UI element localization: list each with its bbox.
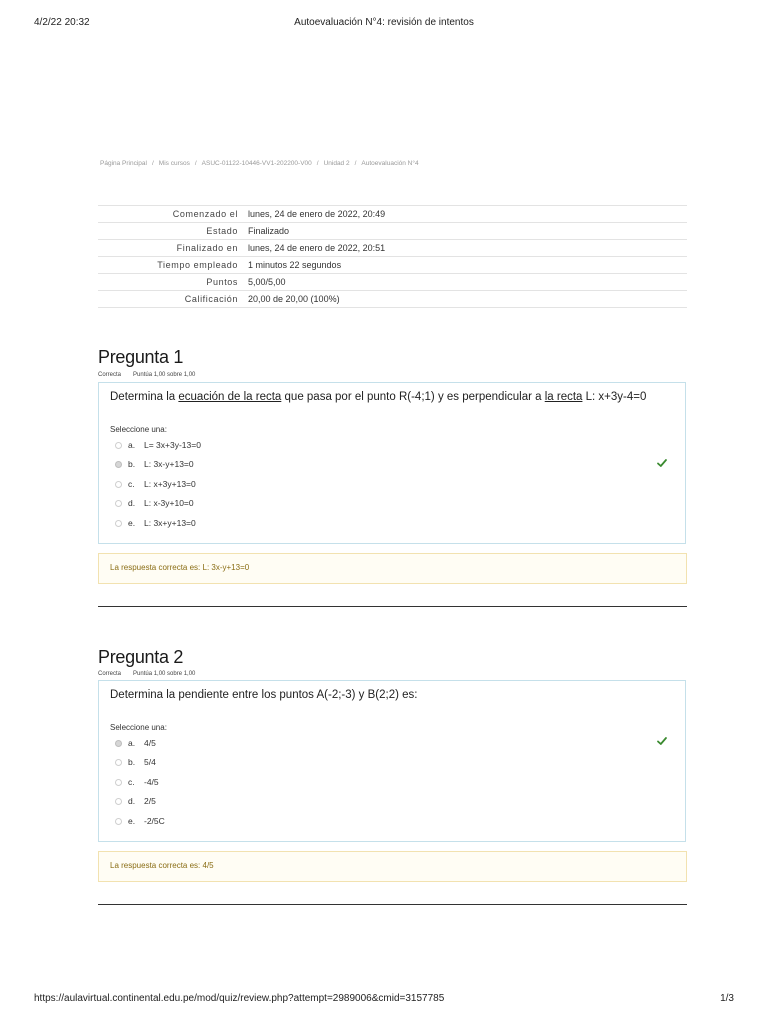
question-divider [98,606,687,607]
breadcrumb [100,160,419,167]
question-1-points: Puntúa 1,00 sobre 1,00 [133,372,196,378]
question-2-option-e[interactable]: e. -2/5C [115,816,165,828]
question-2-correct-answer: La respuesta correcta es: 4/5 [110,861,214,870]
question-2-meta [98,671,195,677]
radio-button[interactable] [115,818,122,825]
summary-label: Comenzado el [98,206,242,223]
radio-button[interactable] [115,520,122,527]
question-2-box [98,680,686,842]
summary-row-grade [98,291,687,308]
question-1-box [98,382,686,544]
question-1-feedback [98,553,687,584]
summary-value: 20,00 de 20,00 (100%) [242,291,687,308]
question-divider [98,904,687,905]
summary-label: Calificación [98,291,242,308]
summary-label: Estado [98,223,242,240]
breadcrumb-course[interactable]: ASUC-01122-10446-VV1-202200-V00 [201,160,312,167]
breadcrumb-separator: / [316,160,319,167]
question-2-prompt: Seleccione una: [110,723,167,732]
glossary-link-equation[interactable]: ecuación de la recta [178,391,282,403]
breadcrumb-separator: / [151,160,154,167]
question-1-option-b[interactable]: b. L: 3x-y+13=0 [115,459,194,471]
radio-button-selected[interactable] [115,461,122,468]
print-page-title: Autoevaluación N°4: revisión de intentos [294,17,474,28]
breadcrumb-home[interactable]: Página Principal [100,160,147,167]
summary-value: lunes, 24 de enero de 2022, 20:49 [242,206,687,223]
question-2-option-a[interactable]: a. 4/5 [115,738,156,750]
summary-value: lunes, 24 de enero de 2022, 20:51 [242,240,687,257]
print-header [0,17,768,31]
summary-row-time-taken [98,257,687,274]
question-1-title: Pregunta 1 [98,347,184,367]
summary-row-started [98,206,687,223]
radio-button[interactable] [115,759,122,766]
question-1-correct-answer: La respuesta correcta es: L: 3x-y+13=0 [110,563,250,572]
question-1-option-a[interactable]: a. L= 3x+3y-13=0 [115,440,201,452]
question-2-option-d[interactable]: d. 2/5 [115,796,156,808]
breadcrumb-separator: / [194,160,197,167]
print-url: https://aulavirtual.continental.edu.pe/mod/quiz/review.php?attempt=2989006&cmid=3157785 [34,993,445,1004]
correct-check-icon [656,457,668,469]
breadcrumb-separator: / [354,160,357,167]
glossary-link-line[interactable]: la recta [544,391,583,403]
summary-row-state [98,223,687,240]
print-datetime: 4/2/22 20:32 [34,17,90,28]
radio-button[interactable] [115,442,122,449]
breadcrumb-my-courses[interactable]: Mis cursos [158,160,190,167]
print-page-number: 1/3 [720,993,734,1004]
radio-button-selected[interactable] [115,740,122,747]
summary-value: 5,00/5,00 [242,274,687,291]
correct-check-icon [656,735,668,747]
question-2-status: Correcta [98,671,122,677]
question-1-option-c[interactable]: c. L: x+3y+13=0 [115,479,196,491]
summary-label: Tiempo empleado [98,257,242,274]
question-1-prompt: Seleccione una: [110,425,167,434]
summary-label: Puntos [98,274,242,291]
summary-row-finished [98,240,687,257]
question-2-option-c[interactable]: c. -4/5 [115,777,159,789]
breadcrumb-quiz[interactable]: Autoevaluación N°4 [361,160,419,167]
radio-button[interactable] [115,500,122,507]
summary-value: Finalizado [242,223,687,240]
summary-value: 1 minutos 22 segundos [242,257,687,274]
question-2-option-b[interactable]: b. 5/4 [115,757,156,769]
question-1-option-e[interactable]: e. L: 3x+y+13=0 [115,518,196,530]
radio-button[interactable] [115,779,122,786]
summary-label: Finalizado en [98,240,242,257]
question-2-title: Pregunta 2 [98,647,184,667]
question-1-text: Determina la ecuación de la recta que pasa por el punto R(-4;1) y es perpendicular a la recta L: x+3y-4=0 [110,391,647,403]
question-1-status: Correcta [98,372,122,378]
attempt-summary-table [98,205,687,308]
question-2-feedback [98,851,687,882]
question-2-text: Determina la pendiente entre los puntos A(-2;-3) y B(2;2) es: [110,689,418,701]
question-1-option-d[interactable]: d. L: x-3y+10=0 [115,498,194,510]
breadcrumb-unit[interactable]: Unidad 2 [323,160,350,167]
radio-button[interactable] [115,798,122,805]
question-1-meta [98,372,195,378]
question-2-points: Puntúa 1,00 sobre 1,00 [133,671,196,677]
summary-row-points [98,274,687,291]
radio-button[interactable] [115,481,122,488]
